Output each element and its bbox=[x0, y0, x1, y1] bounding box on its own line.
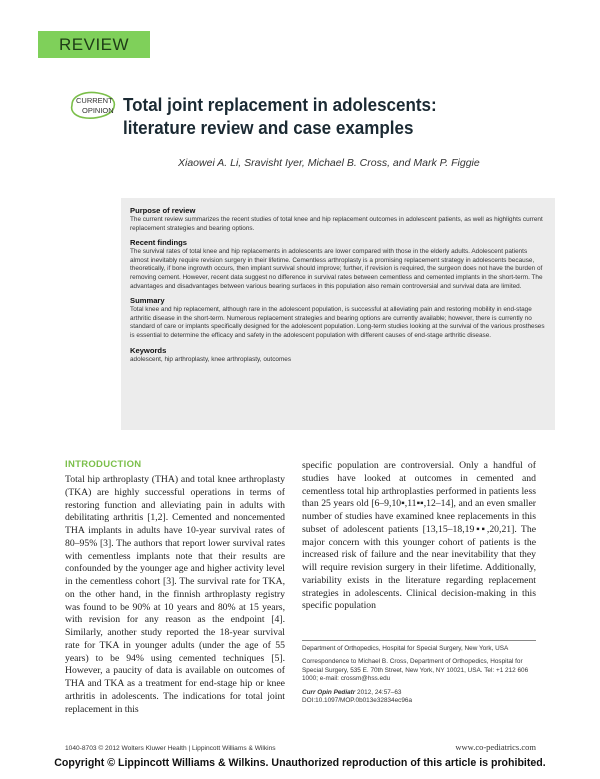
findings-text: The survival rates of total knee and hip replacements in adolescents are lower compared with those in the elderly adults. Adolescent patients almost inevitably require revision surgery in their lifetime. Cementless arthroplasty is a promising replacement strategy in adolescents because, theoretically, if bone ingrowth occurs, then implant survival should improve; further, if revision is required, the surgeon does not have the burden of removing cement. However, recent data suggest no difference in survival rates between cementless and cemented implants in the short-term. The advantages and disadvantages between various bearing surfaces in this population also remain controversial and survival data are limited. bbox=[130, 248, 543, 290]
purpose-heading: Purpose of review bbox=[130, 206, 196, 215]
journal-name: Curr Opin Pediatr bbox=[302, 688, 356, 696]
introduction-heading: INTRODUCTION bbox=[65, 459, 142, 470]
footer-website-link[interactable]: www.co-pediatrics.com bbox=[455, 742, 536, 752]
journal-logo bbox=[64, 90, 120, 120]
article-title: Total joint replacement in adolescents: literature review and case examples bbox=[123, 94, 437, 138]
doi: DOI:10.1097/MOP.0b013e32834ec96a bbox=[302, 697, 413, 705]
affiliation: Department of Orthopedics, Hospital for Special Surgery, New York, USA bbox=[302, 645, 509, 652]
notes-divider bbox=[302, 640, 536, 641]
journal-volume: 2012, 24:57–63 bbox=[357, 688, 402, 696]
correspondence: Correspondence to Michael B. Cross, Department of Orthopedics, Hospital for Special Surgery, 535 E. 70th Street, New York, NY 10021, USA. Tel: +1 212 606 1000; e-mail: crossm@hss.edu bbox=[302, 658, 529, 683]
copyright-notice: Copyright © Lippincott Williams & Wilkins. Unauthorized reproduction of this article is prohibited. bbox=[54, 757, 546, 769]
summary-text: Total knee and hip replacement, although rare in the adolescent population, is successful at alleviating pain and restoring mobility in end-stage arthritic disease in the short-term. Numerous replacement strategies and bearing options are currently available; however, there is currently no standard of care or implants specifically designed for the adolescent population. Long-term studies looking at the survival of the various prostheses is essential to determine the efficacy and safety in the adolescent population with different causes of end-stage arthritic disease. bbox=[130, 306, 545, 339]
keywords-text: adolescent, hip arthroplasty, knee arthroplasty, outcomes bbox=[130, 355, 292, 363]
section-tag: REVIEW bbox=[38, 31, 150, 58]
body-left-column: Total hip arthroplasty (THA) and total knee arthroplasty (TKA) are highly successful operations in terms of restoring function and alleviating pain in adults with debilitating arthritis [1,2]. Cemented and noncemented THA implants in adults have 10-year survival rates of 80–95% [3]. The authors that report lower survival rates with cementless implants note that their results are confounded by the younger age and higher activity level in the cementless cohort [3]. The survival rate for TKA, on the other hand, in the finnish arthroplasty registry was found to be 90% at 10 years and 80% at 15 years, with revision for any reason as the endpoint [4]. Similarly, another study reported the 18-year survival rate for TKA in younger adults (under the age of 55 years) to be 94% using cemented techniques [5]. However, a paucity of data is available on outcomes of THA and TKA as a treatment for end-stage hip or knee arthritis in adolescents. The indications for total joint replacement in this bbox=[65, 474, 285, 715]
logo-line1: CURRENT bbox=[76, 96, 113, 105]
keywords-heading: Keywords bbox=[130, 345, 167, 355]
journal-reference bbox=[302, 689, 536, 697]
footer-issn: 1040-8703 © 2012 Wolters Kluwer Health | Lippincott Williams & Wilkins bbox=[65, 745, 276, 752]
summary-heading: Summary bbox=[130, 296, 165, 306]
abstract-box bbox=[121, 198, 555, 430]
article-notes bbox=[302, 645, 536, 705]
purpose-text: The current review summarizes the recent studies of total knee and hip replacement outcomes in adolescent patients, as well as highlights current replacement strategies and bearing options. bbox=[130, 216, 543, 232]
logo-line2: OPINION bbox=[82, 106, 114, 115]
findings-heading: Recent findings bbox=[130, 238, 187, 248]
body-right-column: specific population are controversial. Only a handful of studies have looked at outcomes in cemented and cementless total hip arthroplasties performed in patients less than 25 years old [6–9,10▪,11▪▪,12–14], and an even smaller number of studies have examined knee replacements in this subset of adolescent patients [13,15–18,19▪▪,20,21]. The major concern with this younger cohort of patients is the increased risk of failure and the near inevitability that they will require revision surgery in their lifetime. Additionally, variability exists in the literature regarding replacement strategies in adolescents. Clinical decision-making in this specific population bbox=[302, 460, 536, 612]
authors: Xiaowei A. Li, Sravisht Iyer, Michael B. Cross, and Mark P. Figgie bbox=[178, 157, 480, 169]
